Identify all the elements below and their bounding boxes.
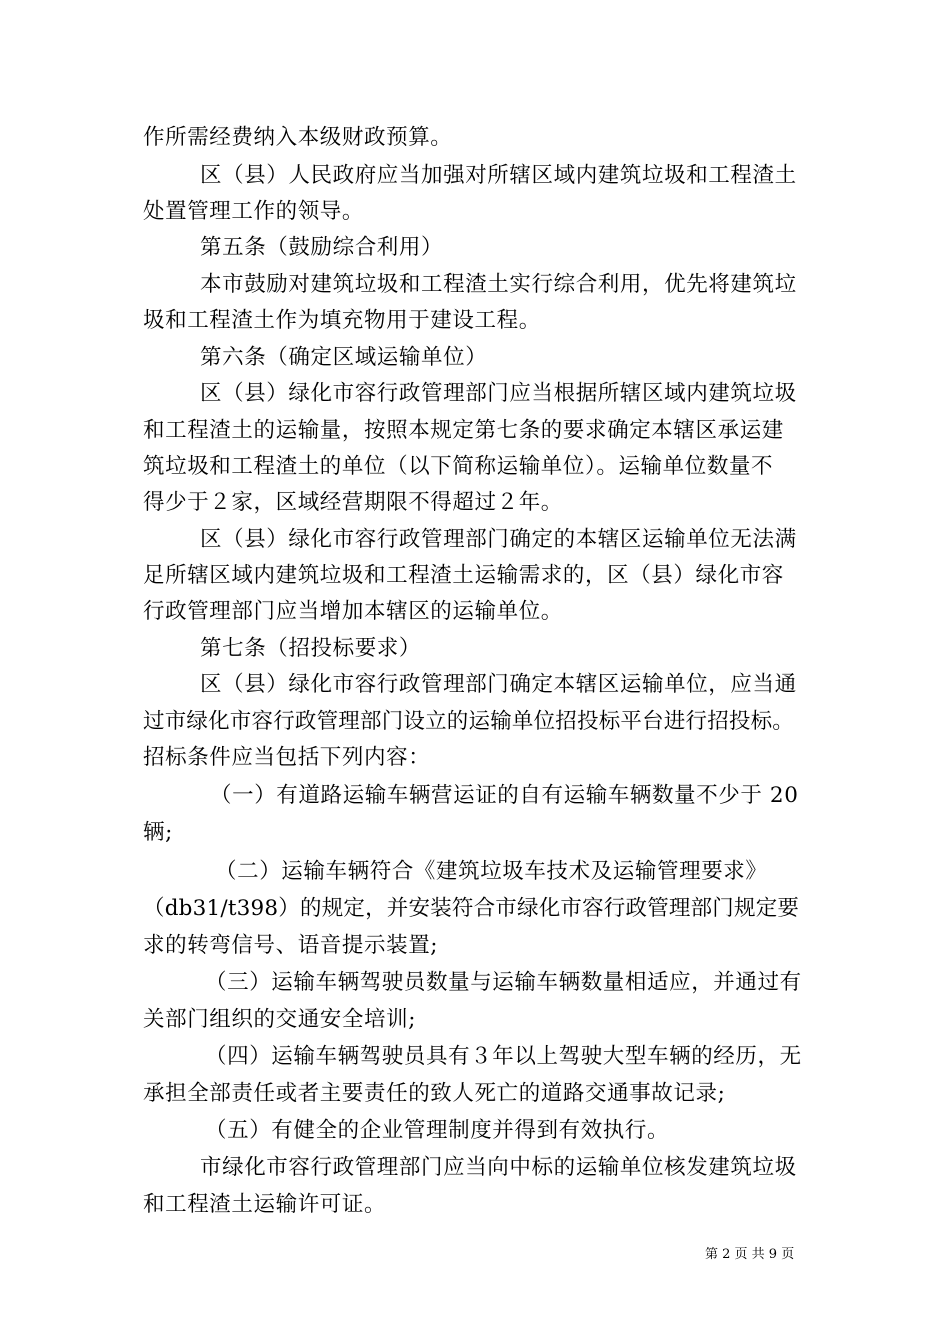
text-line: 行政管理部门应当增加本辖区的运输单位。	[143, 599, 563, 624]
text-line: 承担全部责任或者主要责任的致人死亡的道路交通事故记录;	[143, 1081, 726, 1106]
text-line: 作所需经费纳入本级财政预算。	[143, 125, 453, 150]
text-line: 求的转弯信号、语音提示装置;	[143, 933, 439, 958]
text-line: 区（县）绿化市容行政管理部门确定的本辖区运输单位无法满	[200, 527, 797, 552]
list-item: （五）有健全的企业管理制度并得到有效执行。	[205, 1118, 670, 1143]
text-line: 关部门组织的交通安全培训;	[143, 1007, 417, 1032]
text-line: 筑垃圾和工程渣土的单位（以下简称运输单位）。运输单位数量不	[143, 454, 774, 479]
section-heading: 第五条（鼓励综合利用）	[200, 235, 444, 260]
list-item: （一）有道路运输车辆营运证的自有运输车辆数量不少于 20	[210, 783, 799, 808]
text-line: 和工程渣土的运输量，按照本规定第七条的要求确定本辖区承运建	[143, 418, 784, 443]
text-line: 和工程渣土运输许可证。	[143, 1192, 387, 1217]
page-number-footer: 第 2 页 共 9 页	[705, 1247, 795, 1262]
text-line: 本市鼓励对建筑垃圾和工程渣土实行综合利用，优先将建筑垃	[200, 272, 797, 297]
list-item: （三）运输车辆驾驶员数量与运输车辆数量相适应，并通过有	[205, 970, 802, 995]
text-line: 圾和工程渣土作为填充物用于建设工程。	[143, 308, 541, 333]
text-line: 市绿化市容行政管理部门应当向中标的运输单位核发建筑垃圾	[200, 1155, 797, 1180]
section-heading: 第七条（招投标要求）	[200, 636, 422, 661]
text-line: 过市绿化市容行政管理部门设立的运输单位招投标平台进行招投标。	[143, 709, 795, 734]
section-heading: 第六条（确定区域运输单位）	[200, 345, 488, 370]
text-line: 区（县）绿化市容行政管理部门确定本辖区运输单位，应当通	[200, 672, 797, 697]
text-line: 辆;	[143, 820, 173, 845]
text-line: 招标条件应当包括下列内容：	[143, 745, 431, 770]
text-line: （db31/t398）的规定，并安装符合市绿化市容行政管理部门规定要	[143, 896, 800, 921]
list-item: （二）运输车辆符合《建筑垃圾车技术及运输管理要求》	[215, 859, 768, 884]
text-line: 区（县）人民政府应当加强对所辖区域内建筑垃圾和工程渣土	[200, 163, 797, 188]
text-line: 处置管理工作的领导。	[143, 199, 365, 224]
text-line: 区（县）绿化市容行政管理部门应当根据所辖区域内建筑垃圾	[200, 381, 797, 406]
text-line: 足所辖区域内建筑垃圾和工程渣土运输需求的，区（县）绿化市容	[143, 563, 784, 588]
text-line: 得少于２家，区域经营期限不得超过２年。	[143, 490, 563, 515]
list-item: （四）运输车辆驾驶员具有３年以上驾驶大型车辆的经历，无	[205, 1044, 802, 1069]
